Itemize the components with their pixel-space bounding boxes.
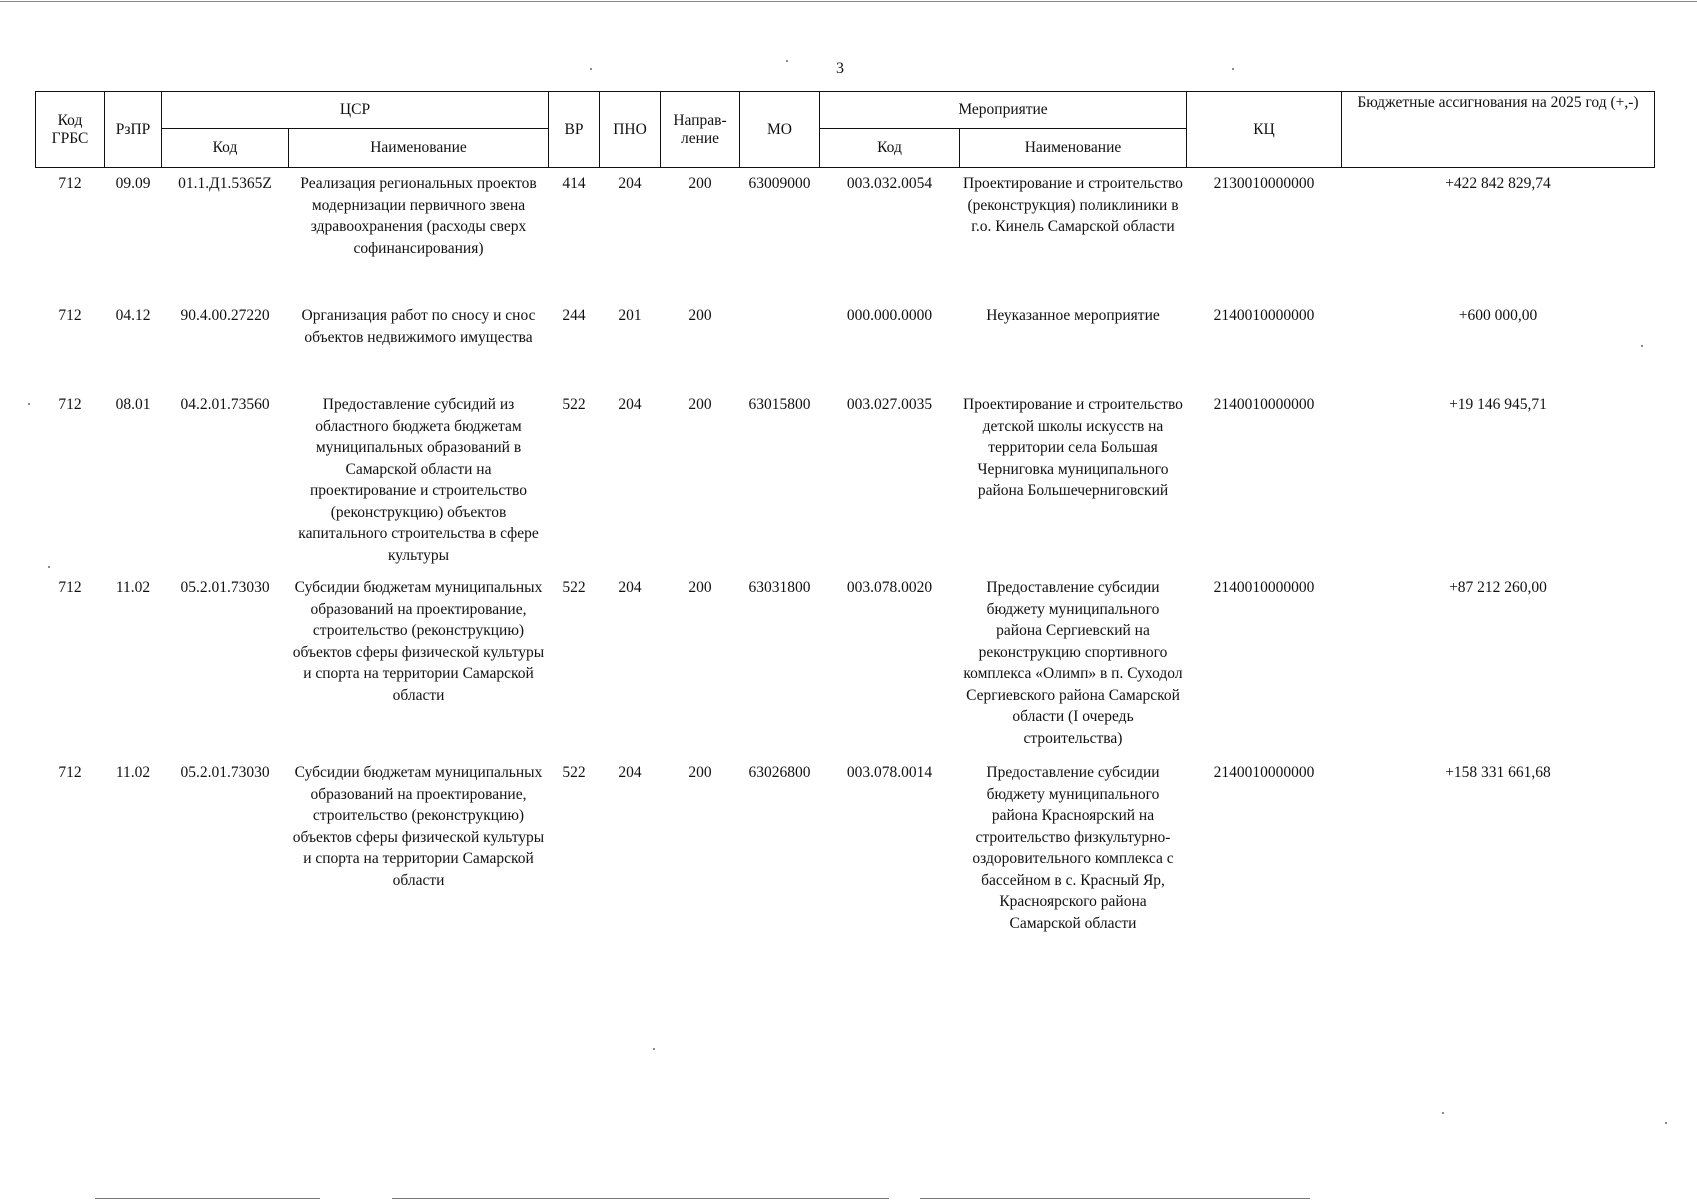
cell-event-code: 003.032.0054 [846, 175, 933, 192]
cell-kc: 2130010000000 [1213, 175, 1315, 192]
cell-direction: 200 [688, 396, 712, 413]
header-event-name: Наименование [960, 129, 1187, 168]
cell-csr-code: 05.2.01.73030 [180, 764, 270, 781]
scan-speck [1665, 1122, 1667, 1124]
cell-direction: 200 [688, 764, 712, 781]
header-rzpr: РзПР [105, 92, 162, 168]
header-event-group: Мероприятие [820, 92, 1187, 129]
bottom-rule [920, 1198, 1310, 1199]
scan-speck [1442, 1112, 1444, 1114]
cell-event-code: 003.078.0014 [846, 764, 933, 781]
cell-kc: 2140010000000 [1213, 307, 1315, 324]
table-header [36, 92, 1655, 168]
table-row [36, 300, 1655, 389]
bottom-rule [95, 1198, 320, 1199]
cell-csr-name: Предоставление субсидий из областного бюджета бюджетам муниципальных образований в Самарской области на проектирование и строительство (реконструкцию) объектов капитального строительства в сфере культуры [298, 396, 539, 564]
scan-speck [590, 68, 592, 70]
cell-vr: 522 [562, 764, 586, 781]
page-number: 3 [836, 60, 844, 77]
cell-vr: 522 [562, 396, 586, 413]
cell-csr-code: 01.1.Д1.5365Z [178, 175, 272, 192]
cell-event-code: 000.000.0000 [846, 307, 933, 324]
cell-event-name: Предоставление субсидии бюджету муниципального района Красноярский на строительство физкультурно-оздоровительного комплекса с бассейном в с. Красный Яр, Красноярского района Самарской области [972, 764, 1174, 932]
table-row [36, 572, 1655, 757]
header-pno: ПНО [600, 92, 661, 168]
header-csr-group: ЦСР [162, 92, 549, 129]
cell-mo: 63009000 [748, 175, 811, 192]
header-csr-name: Наименование [289, 129, 549, 168]
cell-kc: 2140010000000 [1213, 396, 1315, 413]
cell-direction: 200 [688, 307, 712, 324]
table-body [36, 168, 1655, 963]
scan-speck [653, 1048, 655, 1050]
cell-grbs: 712 [58, 764, 82, 781]
cell-csr-code: 04.2.01.73560 [180, 396, 270, 413]
cell-vr: 414 [562, 175, 586, 192]
cell-rzpr: 04.12 [115, 307, 151, 324]
cell-rzpr: 09.09 [115, 175, 151, 192]
cell-grbs: 712 [58, 396, 82, 413]
header-csr-code: Код [162, 129, 289, 168]
cell-amount: +87 212 260,00 [1449, 579, 1547, 596]
cell-event-name: Проектирование и строительство детской школы искусств на территории села Большая Черниговка муниципального района Большечерниговский [963, 396, 1183, 499]
header-grbs: Код ГРБС [36, 92, 105, 168]
cell-csr-name: Субсидии бюджетам муниципальных образований на проектирование, строительство (реконструкцию) объектов сферы физической культуры и спорта на территории Самарской области [292, 579, 545, 704]
cell-csr-code: 90.4.00.27220 [180, 307, 270, 324]
cell-grbs: 712 [58, 579, 82, 596]
cell-grbs: 712 [58, 175, 82, 192]
cell-amount: +19 146 945,71 [1449, 396, 1547, 413]
scan-speck [48, 566, 50, 568]
cell-csr-name: Организация работ по сносу и снос объектов недвижимого имущества [301, 307, 536, 346]
top-rule [0, 1, 1697, 2]
budget-table [35, 91, 1655, 962]
cell-direction: 200 [688, 579, 712, 596]
header-vr: ВР [549, 92, 600, 168]
cell-rzpr: 11.02 [115, 579, 151, 596]
cell-vr: 244 [562, 307, 586, 324]
cell-mo: 63031800 [748, 579, 811, 596]
table-row [36, 389, 1655, 572]
cell-csr-name: Реализация региональных проектов модернизации первичного звена здравоохранения (расходы сверх софинансирования) [300, 175, 537, 257]
cell-csr-name: Субсидии бюджетам муниципальных образований на проектирование, строительство (реконструкцию) объектов сферы физической культуры и спорта на территории Самарской области [292, 764, 545, 889]
header-kc: КЦ [1187, 92, 1342, 168]
header-amount: Бюджетные ассигнования на 2025 год (+,-) [1342, 92, 1655, 168]
cell-rzpr: 08.01 [115, 396, 151, 413]
cell-mo [740, 300, 820, 389]
scan-speck [28, 403, 30, 405]
cell-rzpr: 11.02 [115, 764, 151, 781]
cell-direction: 200 [688, 175, 712, 192]
cell-mo: 63026800 [748, 764, 811, 781]
header-mo: МО [740, 92, 820, 168]
cell-csr-code: 05.2.01.73030 [180, 579, 270, 596]
scan-speck [1232, 68, 1234, 70]
scan-speck [1641, 345, 1643, 347]
cell-event-name: Проектирование и строительство (реконструкция) поликлиники в г.о. Кинель Самарской области [963, 175, 1183, 235]
cell-grbs: 712 [58, 307, 82, 324]
cell-kc: 2140010000000 [1213, 579, 1315, 596]
table-row [36, 168, 1655, 301]
header-event-code: Код [820, 129, 960, 168]
cell-event-code: 003.027.0035 [846, 396, 933, 413]
cell-pno: 204 [618, 579, 642, 596]
cell-amount: +422 842 829,74 [1445, 175, 1551, 192]
cell-vr: 522 [562, 579, 586, 596]
cell-event-name: Неуказанное мероприятие [986, 307, 1160, 324]
cell-amount: +158 331 661,68 [1445, 764, 1551, 781]
table-row [36, 757, 1655, 962]
cell-pno: 204 [618, 175, 642, 192]
cell-pno: 204 [618, 764, 642, 781]
bottom-rule [392, 1198, 889, 1199]
cell-amount: +600 000,00 [1458, 307, 1538, 324]
cell-pno: 204 [618, 396, 642, 413]
cell-kc: 2140010000000 [1213, 764, 1315, 781]
cell-mo: 63015800 [748, 396, 811, 413]
scan-speck [786, 60, 788, 62]
cell-event-code: 003.078.0020 [846, 579, 933, 596]
header-direction: Направ-ление [661, 92, 740, 168]
cell-event-name: Предоставление субсидии бюджету муниципального района Сергиевский на реконструкцию спортивного комплекса «Олимп» в п. Суходол Сергиевского района Самарской области (I очередь строительства) [963, 579, 1183, 747]
cell-pno: 201 [618, 307, 642, 324]
